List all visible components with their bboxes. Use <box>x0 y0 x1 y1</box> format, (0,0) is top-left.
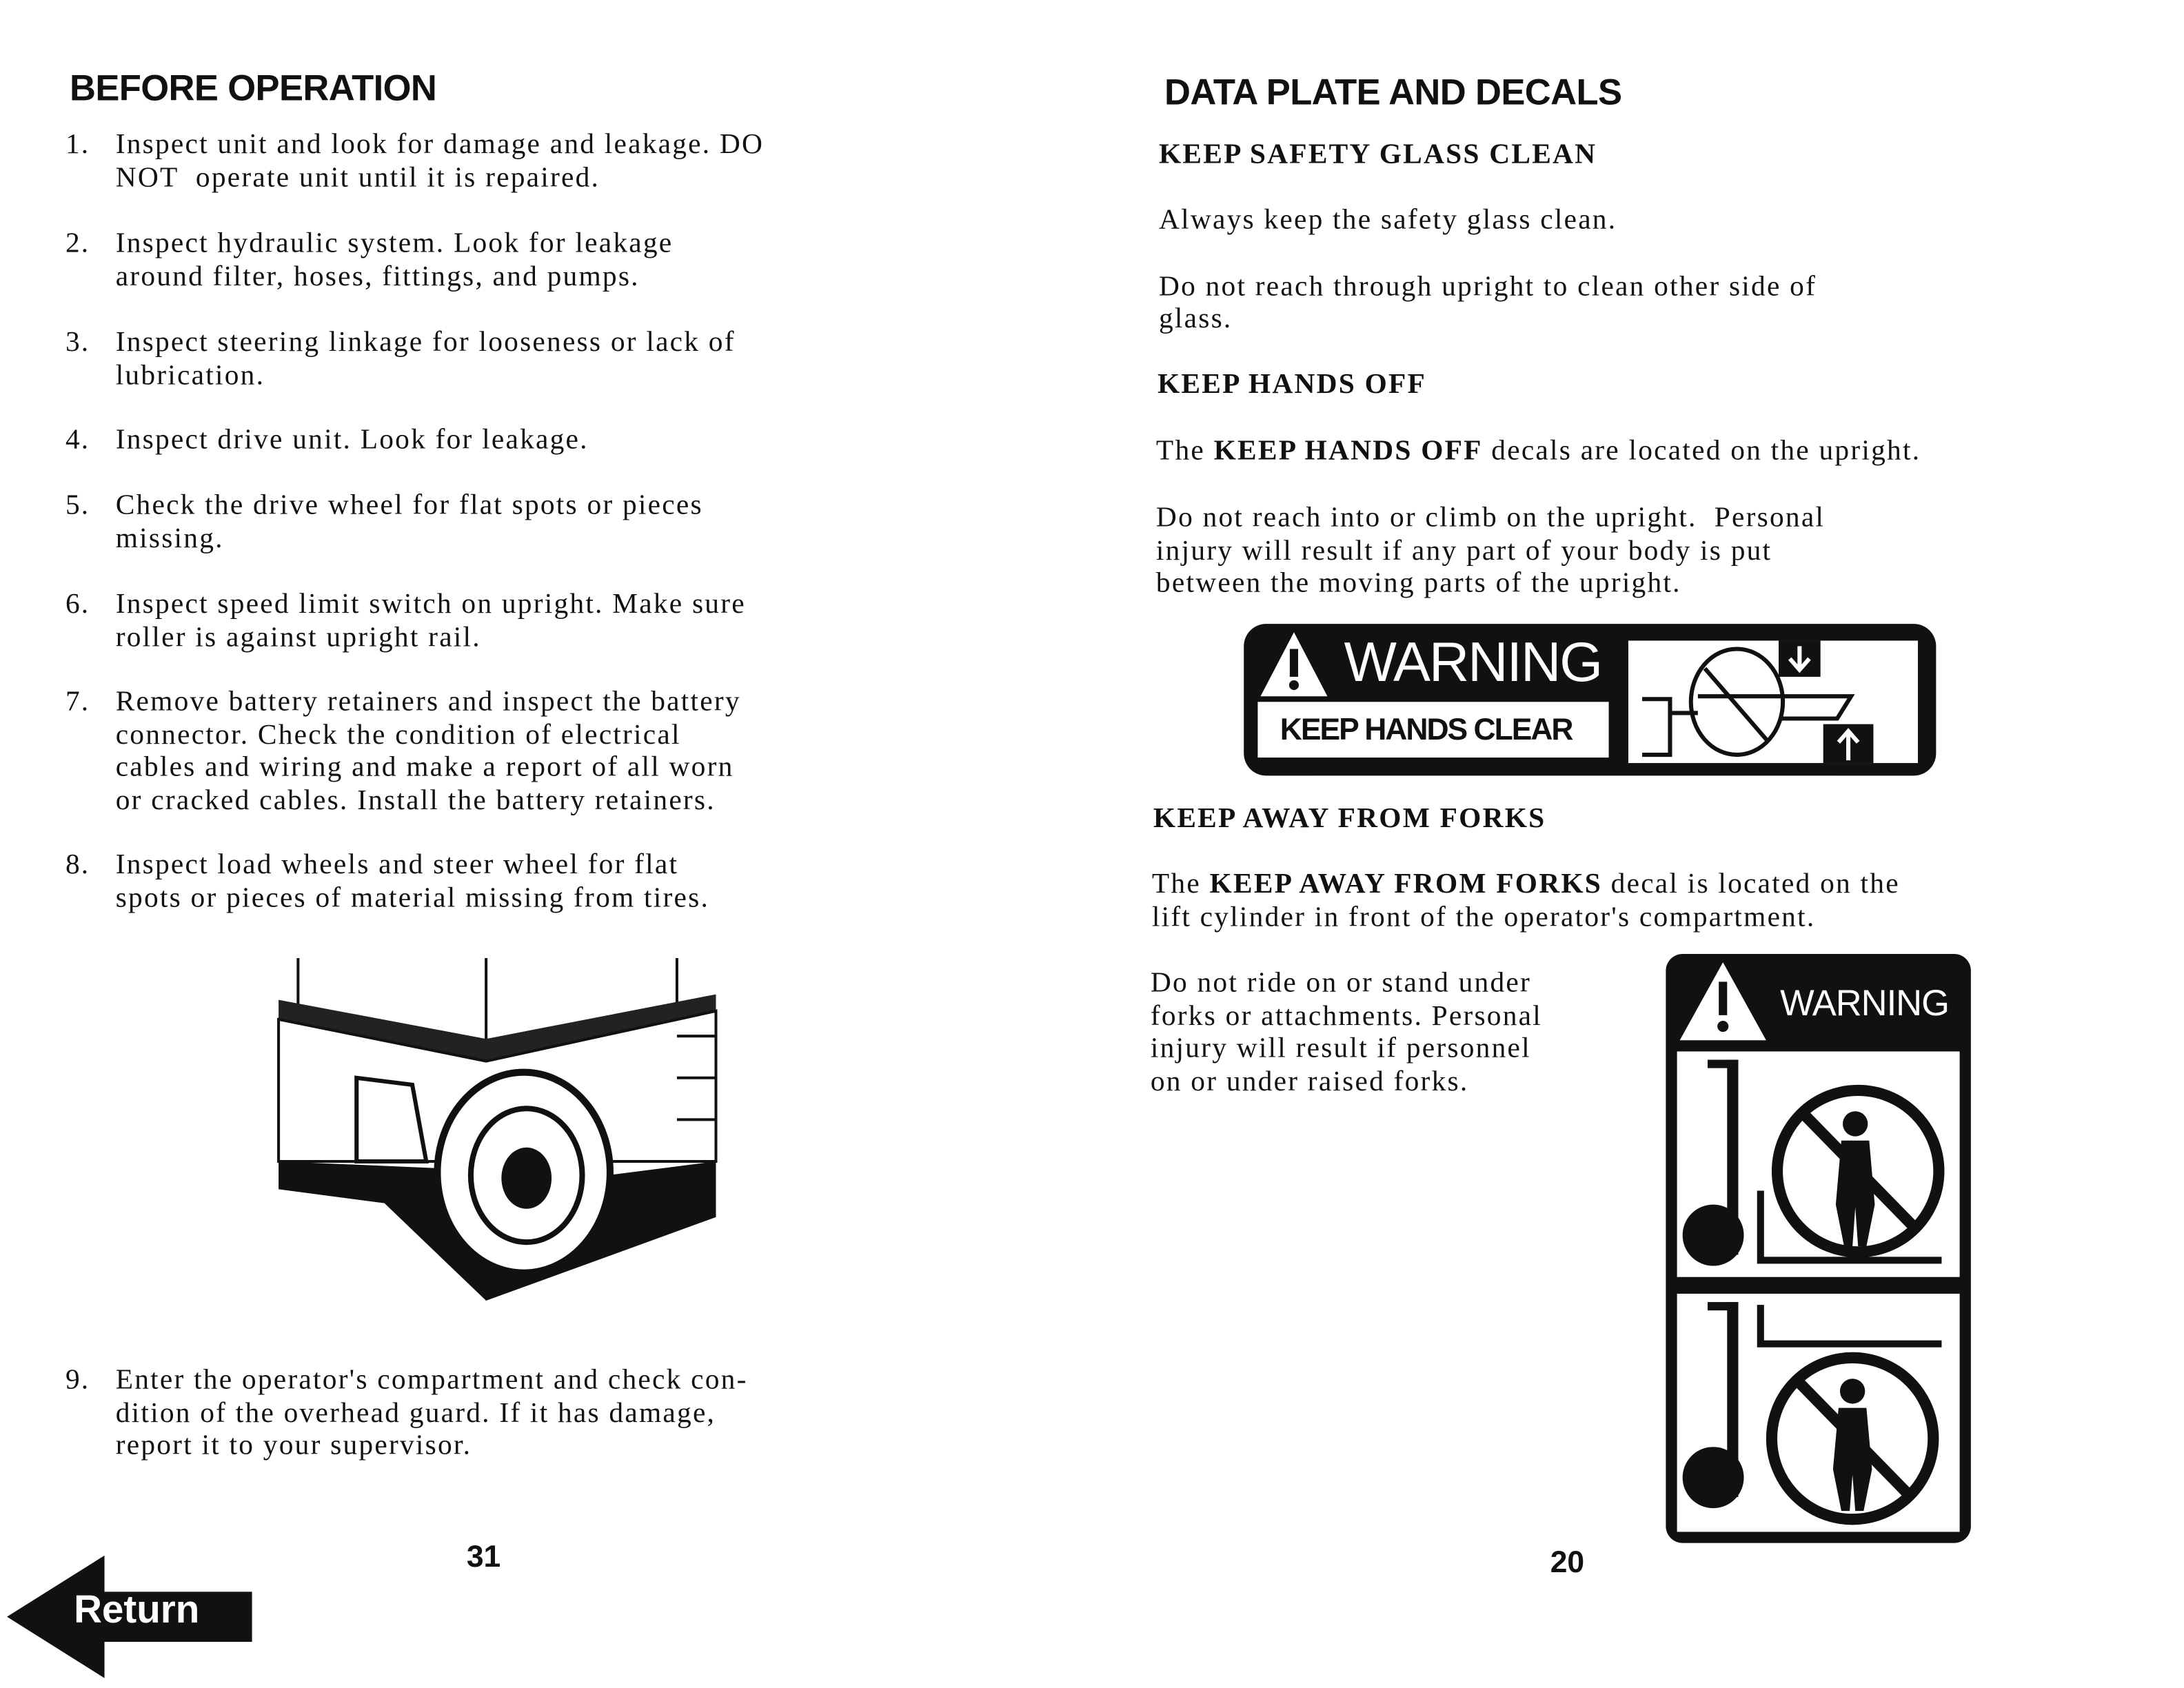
text: The <box>1151 868 1210 900</box>
list-item-line: Inspect drive unit. Look for leakage. <box>115 425 589 456</box>
list-item-line: Inspect load wheels and steer wheel for flat <box>115 849 679 880</box>
line: between the moving parts of the upright. <box>1155 568 1681 599</box>
warning-triangle-icon <box>1257 629 1330 699</box>
line: Do not ride on or stand under <box>1150 968 1532 999</box>
no-person-under-forks-icon <box>1677 1051 1960 1532</box>
list-item-line: cables and wiring and make a report of all worn <box>115 752 734 783</box>
list-item-number: 5. <box>65 490 90 521</box>
text: decals are located on the upright. <box>1482 436 1921 467</box>
line: on or under raised forks. <box>1150 1066 1469 1097</box>
list-item <box>116 425 589 457</box>
paragraph: glass. <box>1158 303 1233 334</box>
decal-message-text: KEEP HANDS CLEAR <box>1280 711 1573 746</box>
list-item <box>116 687 741 817</box>
line: injury will result if personnel <box>1150 1033 1531 1064</box>
hand-pinch-icon <box>1628 640 1918 763</box>
list-item-line: Remove battery retainers and inspect the battery <box>115 687 741 718</box>
list-item-line: report it to your supervisor. <box>115 1430 472 1461</box>
text: The <box>1155 436 1214 467</box>
list-item-line: dition of the overhead guard. If it has damage, <box>115 1397 716 1428</box>
list-item-line: connector. Check the condition of electrical <box>115 719 681 750</box>
list-item <box>116 490 703 556</box>
list-item-line: NOT operate unit until it is repaired. <box>115 162 600 193</box>
text-bold: KEEP HANDS OFF <box>1213 436 1483 467</box>
paragraph <box>1151 968 1542 1099</box>
page-number-right: 20 <box>1550 1544 1585 1580</box>
text-bold: KEEP AWAY FROM FORKS <box>1209 868 1603 900</box>
decal-warning-text: WARNING <box>1780 982 1949 1024</box>
list-item-number: 7. <box>65 687 90 718</box>
list-item-number: 3. <box>65 327 90 358</box>
list-item-number: 1. <box>65 129 90 161</box>
list-item-line: Enter the operator's compartment and check con- <box>115 1364 748 1396</box>
keep-hands-clear-decal <box>1244 624 1936 775</box>
list-item-line: lubrication. <box>115 360 265 391</box>
paragraph: Always keep the safety glass clean. <box>1158 204 1617 236</box>
return-label: Return <box>74 1587 200 1631</box>
list-item-number: 4. <box>65 425 90 456</box>
paragraph: lift cylinder in front of the operator's compartment. <box>1151 902 1816 933</box>
list-item-line: around filter, hoses, fittings, and pumps. <box>115 261 640 292</box>
list-item <box>116 849 709 915</box>
list-item-line: missing. <box>115 522 224 554</box>
paragraph: Do not reach through upright to clean other side of <box>1158 271 1817 303</box>
right-page-title: DATA PLATE AND DECALS <box>1164 71 1622 113</box>
list-item-number: 2. <box>65 228 90 259</box>
list-item-number: 9. <box>65 1364 90 1396</box>
list-item-line: Check the drive wheel for flat spots or pieces <box>115 490 703 521</box>
list-item <box>116 327 736 393</box>
section-heading-forks: KEEP AWAY FROM FORKS <box>1153 803 1546 835</box>
list-item-line: Inspect steering linkage for looseness or lack of <box>115 327 736 358</box>
keep-away-from-forks-decal <box>1666 954 1970 1543</box>
line: Do not reach into or climb on the upright. Personal <box>1155 502 1826 533</box>
paragraph <box>1156 436 1921 468</box>
section-heading-safety-glass: KEEP SAFETY GLASS CLEAN <box>1158 139 1597 170</box>
page-number-left: 31 <box>466 1538 501 1574</box>
line: forks or attachments. Personal <box>1150 1000 1543 1032</box>
warning-triangle-icon <box>1677 959 1769 1043</box>
section-heading-hands-off: KEEP HANDS OFF <box>1157 369 1427 400</box>
list-item <box>116 228 674 294</box>
left-page-title: BEFORE OPERATION <box>70 66 437 109</box>
list-item-line: Inspect unit and look for damage and leakage. DO <box>115 129 765 161</box>
line: injury will result if any part of your body is put <box>1155 535 1772 567</box>
paragraph <box>1156 502 1825 600</box>
paragraph <box>1152 869 1900 902</box>
text: decal is located on the <box>1602 868 1900 900</box>
list-item <box>116 1365 748 1463</box>
list-item-line: Inspect speed limit switch on upright. Make sure <box>115 589 746 620</box>
list-item-line: Inspect hydraulic system. Look for leakage <box>115 228 674 259</box>
list-item-number: 6. <box>65 589 90 620</box>
list-item-line: spots or pieces of material missing from tires. <box>115 882 710 913</box>
list-item-line: roller is against upright rail. <box>115 622 481 653</box>
list-item-line: or cracked cables. Install the battery retainers. <box>115 784 716 815</box>
decal-warning-text: WARNING <box>1344 632 1602 694</box>
drive-wheel-illustration <box>273 953 722 1309</box>
return-button[interactable] <box>7 1556 252 1678</box>
list-item-number: 8. <box>65 849 90 880</box>
list-item <box>116 130 765 195</box>
list-item <box>116 589 746 655</box>
